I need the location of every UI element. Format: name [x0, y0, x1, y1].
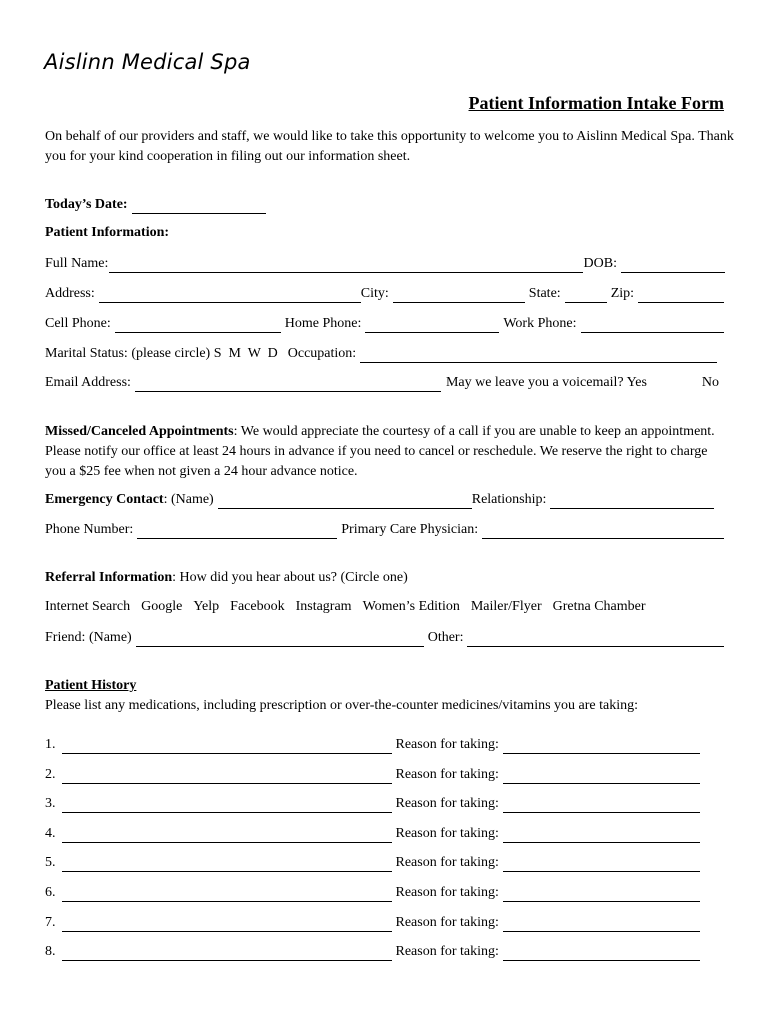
full-name-label: Full Name:: [45, 256, 109, 271]
referral-option[interactable]: Instagram: [295, 599, 352, 614]
relationship-label: Relationship:: [471, 492, 547, 507]
todays-date-label: Today’s Date:: [45, 197, 128, 212]
referral-heading: Referral Information: [45, 570, 173, 585]
referral-option[interactable]: Facebook: [230, 599, 285, 614]
reason-field[interactable]: [503, 799, 700, 813]
city-field[interactable]: [393, 289, 525, 303]
zip-label: Zip:: [610, 286, 635, 301]
referral-line: [45, 570, 408, 586]
todays-date-row: [45, 196, 285, 214]
form-title: Patient Information Intake Form: [468, 93, 724, 113]
medication-name-field[interactable]: [62, 947, 392, 961]
emergency-phone-row: [45, 521, 725, 539]
medication-row: [45, 914, 701, 932]
other-field[interactable]: [467, 633, 724, 647]
reason-label: Reason for taking:: [395, 944, 499, 960]
state-label: State:: [528, 286, 561, 301]
reason-label: Reason for taking:: [395, 825, 499, 841]
home-phone-label: Home Phone:: [284, 316, 362, 331]
zip-field[interactable]: [638, 289, 724, 303]
reason-field[interactable]: [503, 770, 700, 784]
referral-option[interactable]: Gretna Chamber: [552, 599, 646, 614]
medication-row: [45, 943, 701, 961]
city-label: City:: [360, 286, 389, 301]
medication-number: 5.: [45, 855, 56, 871]
work-phone-field[interactable]: [581, 319, 725, 333]
full-name-row: [45, 255, 725, 273]
medication-number: 8.: [45, 944, 56, 960]
emergency-contact-heading: Emergency Contact: [45, 492, 164, 507]
reason-field[interactable]: [503, 740, 700, 754]
emergency-phone-label: Phone Number:: [45, 522, 134, 537]
full-name-field[interactable]: [109, 259, 582, 273]
reason-field[interactable]: [503, 918, 700, 932]
referral-question: : How did you hear about us? (Circle one): [172, 570, 408, 585]
emergency-name-field[interactable]: [218, 495, 472, 509]
reason-field[interactable]: [503, 858, 700, 872]
reason-label: Reason for taking:: [395, 914, 499, 930]
medication-name-field[interactable]: [62, 740, 392, 754]
friend-row: [45, 629, 725, 647]
missed-appointments-paragraph: [45, 422, 731, 482]
medication-row: [45, 854, 701, 872]
address-field[interactable]: [99, 289, 361, 303]
phone-row: [45, 315, 725, 333]
work-phone-label: Work Phone:: [503, 316, 577, 331]
other-label: Other:: [427, 630, 464, 645]
address-label: Address:: [45, 286, 95, 301]
medication-name-field[interactable]: [62, 888, 392, 902]
medication-number: 1.: [45, 737, 56, 752]
dob-label: DOB:: [583, 256, 617, 271]
marital-status-label: Marital Status: (please circle) S M W D: [45, 346, 278, 361]
medication-name-field[interactable]: [62, 858, 392, 872]
medication-name-field[interactable]: [62, 918, 392, 932]
patient-info-heading: Patient Information:: [45, 225, 170, 240]
relationship-field[interactable]: [550, 495, 714, 509]
occupation-label: Occupation:: [287, 346, 357, 361]
medication-name-field[interactable]: [62, 770, 392, 784]
voicemail-question: May we leave you a voicemail? Yes: [445, 375, 647, 390]
medication-row: [45, 795, 701, 813]
reason-label: Reason for taking:: [395, 796, 499, 812]
reason-label: Reason for taking:: [395, 766, 499, 782]
dob-field[interactable]: [621, 259, 725, 273]
pcp-field[interactable]: [482, 525, 724, 539]
medication-row: [45, 825, 701, 843]
medication-row: [45, 766, 701, 784]
medication-row: [45, 736, 701, 754]
referral-option[interactable]: Internet Search: [45, 599, 131, 614]
referral-option[interactable]: Mailer/Flyer: [470, 599, 542, 614]
medication-number: 2.: [45, 766, 56, 782]
referral-option[interactable]: Google: [141, 599, 183, 614]
emergency-contact-row: [45, 491, 715, 509]
reason-label: Reason for taking:: [395, 885, 499, 900]
reason-label: Reason for taking:: [395, 855, 499, 871]
reason-field[interactable]: [503, 947, 700, 961]
intro-paragraph: On behalf of our providers and staff, we would like to take this opportunity to welcome you to Aislinn Medical Spa. Thank you for your kind cooperation in filing out our information sheet.: [45, 129, 734, 164]
missed-appointments-heading: Missed/Canceled Appointments: [45, 424, 234, 439]
missed-appointments-text: : We would appreciate the courtesy of a call if you are unable to keep an appointment. Please notify our office at least 24 hours in advance if you need to cancel or reschedule. We reserve the right to charge you a $25 fee when not given a 24 hour advance notice.: [45, 424, 715, 479]
medication-name-field[interactable]: [62, 829, 392, 843]
home-phone-field[interactable]: [365, 319, 499, 333]
cell-phone-label: Cell Phone:: [45, 316, 111, 331]
reason-label: Reason for taking:: [395, 737, 499, 752]
referral-options: [45, 599, 735, 615]
emergency-name-label: : (Name): [163, 492, 214, 507]
medication-number: 4.: [45, 825, 56, 841]
medication-name-field[interactable]: [62, 799, 392, 813]
medication-number: 3.: [45, 796, 56, 812]
pcp-label: Primary Care Physician:: [341, 522, 479, 537]
email-row: [45, 374, 725, 392]
emergency-phone-field[interactable]: [137, 525, 337, 539]
friend-field[interactable]: [136, 633, 424, 647]
referral-option[interactable]: Yelp: [193, 599, 220, 614]
address-row: [45, 285, 725, 303]
marital-row: [45, 345, 718, 363]
todays-date-field[interactable]: [132, 200, 266, 214]
friend-label: Friend: (Name): [45, 630, 132, 645]
spa-logo: Aislinn Medical Spa: [44, 50, 251, 74]
voicemail-no-option[interactable]: No: [701, 375, 719, 390]
reason-field[interactable]: [503, 829, 700, 843]
medication-row: [45, 884, 701, 902]
reason-field[interactable]: [503, 888, 700, 902]
patient-history-heading: Patient History: [45, 678, 137, 693]
state-field[interactable]: [565, 289, 607, 303]
patient-history-instructions: Please list any medications, including prescription or over-the-counter medicines/vitamins you are taking:: [45, 698, 639, 713]
referral-option[interactable]: Women’s Edition: [362, 599, 460, 614]
email-field[interactable]: [135, 378, 441, 392]
cell-phone-field[interactable]: [115, 319, 281, 333]
occupation-field[interactable]: [360, 349, 717, 363]
medication-number: 7.: [45, 914, 56, 930]
medication-number: 6.: [45, 885, 56, 900]
email-label: Email Address:: [45, 375, 131, 390]
